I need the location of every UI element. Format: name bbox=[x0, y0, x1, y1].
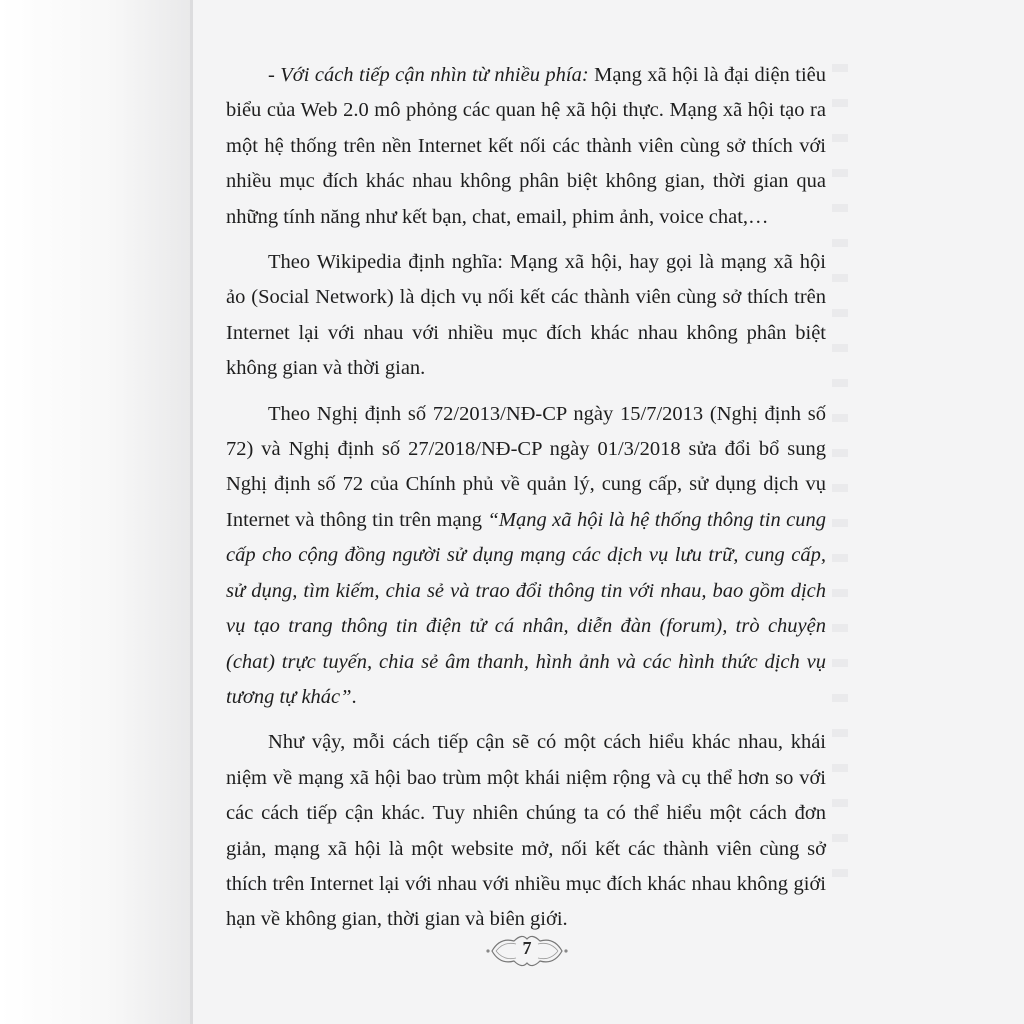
body-text bbox=[226, 58, 826, 938]
paragraph-text: Mạng xã hội là đại diện tiêu biểu của Web 2.0 mô phỏng các quan hệ xã hội thực. Mạng xã hội tạo ra một hệ thống trên nền Internet kết nối các thành viên cùng sở thích với nhiều mục đích khác nhau không phân biệt không gian, thời gian qua những tính năng như kết bạn, chat, email, phim ảnh, voice chat,… bbox=[226, 64, 826, 228]
scan-background bbox=[0, 0, 190, 1024]
paragraph-1 bbox=[226, 58, 826, 235]
page-edge bbox=[190, 0, 193, 1024]
italic-lead: Với cách tiếp cận nhìn từ nhiều phía: bbox=[280, 64, 589, 86]
paragraph-text: Theo Wikipedia định nghĩa: Mạng xã hội, hay gọi là mạng xã hội ảo (Social Network) là dịch vụ nối kết các thành viên cùng sở thích trên Internet lại với nhau với nhiều mục đích khác nhau không phân biệt không gian và thời gian. bbox=[226, 251, 826, 380]
dash: - bbox=[268, 64, 281, 86]
page-number: 7 bbox=[522, 938, 532, 958]
paragraph-text: Như vậy, mỗi cách tiếp cận sẽ có một cách hiểu khác nhau, khái niệm về mạng xã hội bao trùm một khái niệm rộng và cụ thể hơn so với các cách tiếp cận khác. Tuy nhiên chúng ta có thể hiểu một cách đơn giản, mạng xã hội là một website mở, nối kết các thành viên cùng sở thích trên Internet lại với nhau với nhiều mục đích khác nhau không giới hạn về không gian, thời gian và biên giới. bbox=[226, 731, 826, 931]
paragraph-end: . bbox=[351, 685, 357, 708]
page-number-ornament bbox=[482, 931, 572, 971]
paragraph-3 bbox=[226, 397, 826, 716]
paragraph-2 bbox=[226, 245, 826, 387]
paragraph-4 bbox=[226, 725, 826, 937]
paragraph-text: Theo Nghị định số 72/2013/NĐ-CP ngày 15/7/2013 (Nghị định số 72) và Nghị định số 27/2018/NĐ-CP ngày 01/3/2018 sửa đổi bổ sung Nghị định số 72 của Chính phủ về quản lý, cung cấp, sử dụng dịch vụ Internet và thông tin trên mạng bbox=[226, 402, 826, 531]
italic-quote: “Mạng xã hội là hệ thống thông tin cung cấp cho cộng đồng người sử dụng mạng các dịch vụ lưu trữ, cung cấp, sử dụng, tìm kiếm, chia sẻ và trao đổi thông tin với nhau, bao gồm dịch vụ tạo trang thông tin điện tử cá nhân, diễn đàn (forum), trò chuyện (chat) trực tuyến, chia sẻ âm thanh, hình ảnh và các hình thức dịch vụ tương tự khác” bbox=[226, 508, 827, 708]
bleed-through bbox=[832, 64, 848, 884]
